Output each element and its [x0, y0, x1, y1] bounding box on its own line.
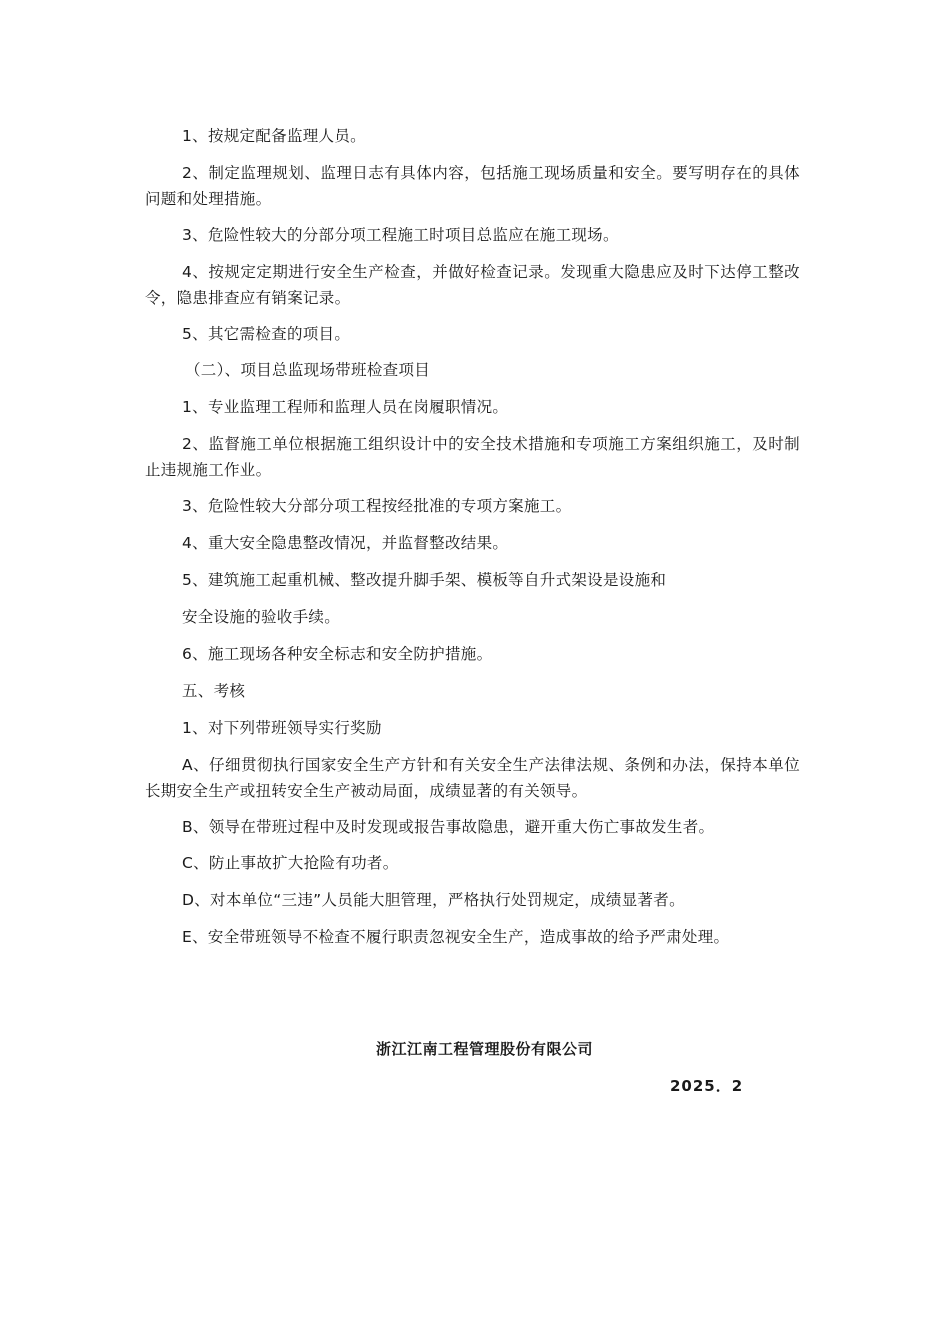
paragraph: 1、对下列带班领导实行奖励 [182, 719, 382, 737]
paragraph: 3、危险性较大的分部分项工程施工时项目总监应在施工现场。 [182, 226, 619, 244]
paragraph: C、防止事故扩大抢险有功者。 [182, 854, 399, 872]
paragraph: 1、按规定配备监理人员。 [182, 127, 366, 145]
paragraph: 4、重大安全隐患整改情况，并监督整改结果。 [182, 534, 509, 552]
paragraph: 1、专业监理工程师和监理人员在岗履职情况。 [182, 398, 509, 416]
paragraph: 2、监督施工单位根据施工组织设计中的安全技术措施和专项施工方案组织施工，及时制止违规施工作业。 [145, 435, 800, 479]
section-heading: （二）、项目总监现场带班检查项目 [185, 361, 431, 379]
paragraph: 6、施工现场各种安全标志和安全防护措施。 [182, 645, 493, 663]
paragraph: B、领导在带班过程中及时发现或报告事故隐患，避开重大伤亡事故发生者。 [182, 818, 715, 836]
paragraph: 2、制定监理规划、监理日志有具体内容，包括施工现场质量和安全。要写明存在的具体问题和处理措施。 [145, 164, 800, 208]
paragraph: E、安全带班领导不检查不履行职责忽视安全生产，造成事故的给予严肃处理。 [182, 928, 730, 946]
paragraph: 5、其它需检查的项目。 [182, 325, 351, 343]
company-signature: 浙江江南工程管理股份有限公司 [376, 1040, 594, 1058]
paragraph: A、仔细贯彻执行国家安全生产方针和有关安全生产法律法规、条例和办法，保持本单位长期安全生产或扭转安全生产被动局面，成绩显著的有关领导。 [145, 756, 800, 800]
section-heading: 五、考核 [182, 682, 246, 700]
paragraph: 3、危险性较大分部分项工程按经批准的专项方案施工。 [182, 497, 572, 515]
paragraph: 4、按规定定期进行安全生产检查，并做好检查记录。发现重大隐患应及时下达停工整改令，隐患排查应有销案记录。 [145, 263, 800, 307]
paragraph: 5、建筑施工起重机械、整改提升脚手架、模板等自升式架设是设施和 [182, 571, 667, 589]
paragraph: 安全设施的验收手续。 [182, 608, 341, 626]
paragraph: D、对本单位“三违”人员能大胆管理，严格执行处罚规定，成绩显著者。 [182, 891, 685, 909]
document-date: 2025．2 [670, 1077, 744, 1095]
